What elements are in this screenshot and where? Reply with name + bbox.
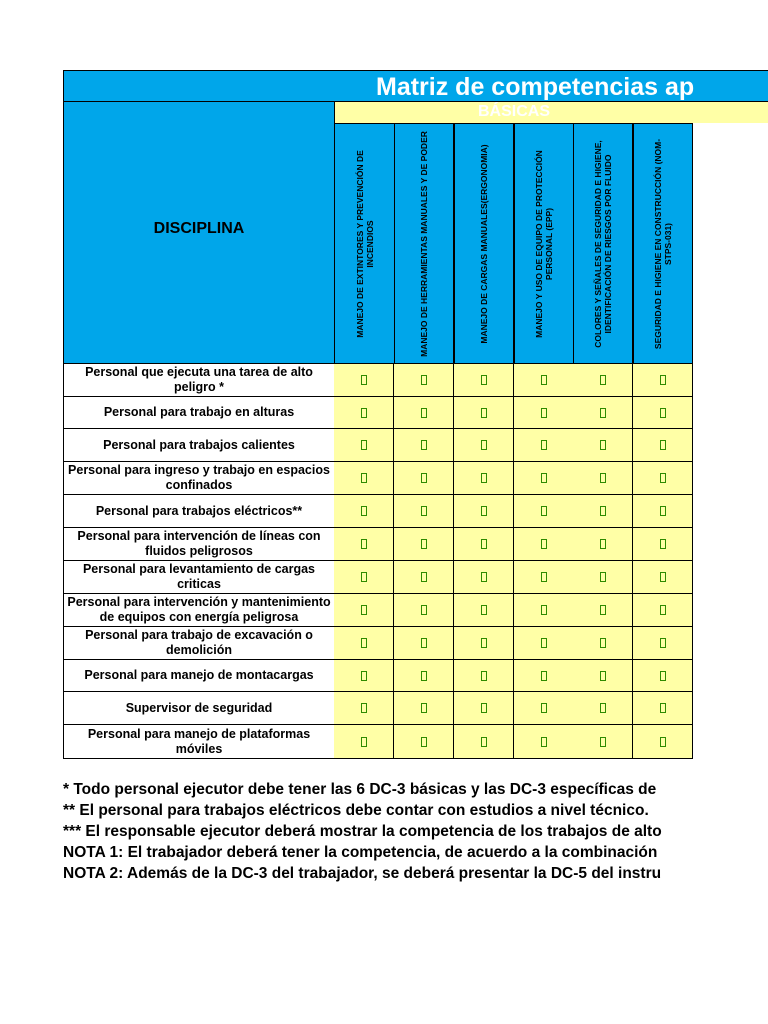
check-mark-icon	[600, 671, 606, 681]
check-mark-icon	[361, 539, 367, 549]
check-mark-icon	[541, 638, 547, 648]
matrix-cell	[633, 660, 693, 692]
check-mark-icon	[361, 375, 367, 385]
matrix-cell	[454, 561, 514, 594]
column-header	[454, 123, 514, 364]
matrix-cell	[334, 495, 394, 528]
check-mark-icon	[481, 539, 487, 549]
check-mark-icon	[361, 671, 367, 681]
column-header-label: MANEJO DE EXTINTORES Y PREVENCIÓN DE INCENDIOS	[354, 149, 375, 338]
matrix-cell	[394, 495, 454, 528]
matrix-cell	[394, 627, 454, 660]
matrix-cell	[514, 692, 574, 725]
matrix-cell	[334, 397, 394, 429]
check-mark-icon	[481, 375, 487, 385]
matrix-cell	[514, 594, 574, 627]
check-mark-icon	[481, 605, 487, 615]
check-mark-icon	[421, 638, 427, 648]
row-label: Personal que ejecuta una tarea de alto peligro *	[63, 364, 335, 397]
check-mark-icon	[421, 703, 427, 713]
matrix-cell	[633, 594, 693, 627]
matrix-cell	[633, 429, 693, 462]
check-mark-icon	[421, 375, 427, 385]
matrix-cell	[394, 397, 454, 429]
check-mark-icon	[600, 408, 606, 418]
matrix-cell	[454, 397, 514, 429]
column-header	[514, 123, 574, 364]
row-header-label: DISCIPLINA	[153, 220, 245, 237]
matrix-cell	[334, 528, 394, 561]
check-mark-icon	[541, 737, 547, 747]
matrix-cell	[394, 429, 454, 462]
footnote: NOTA 1: El trabajador deberá tener la competencia, de acuerdo a la combinación	[63, 844, 658, 861]
check-mark-icon	[481, 572, 487, 582]
check-mark-icon	[421, 539, 427, 549]
check-mark-icon	[541, 408, 547, 418]
check-mark-icon	[541, 440, 547, 450]
check-mark-icon	[421, 408, 427, 418]
matrix-cell	[454, 528, 514, 561]
column-header	[394, 123, 454, 364]
check-mark-icon	[600, 703, 606, 713]
row-label: Personal para trabajos eléctricos**	[63, 495, 335, 528]
matrix-cell	[633, 462, 693, 495]
matrix-cell	[334, 429, 394, 462]
group-header-label: BÁSICAS	[477, 103, 550, 120]
check-mark-icon	[660, 440, 666, 450]
matrix-cell	[573, 660, 633, 692]
check-mark-icon	[600, 375, 606, 385]
matrix-cell	[394, 594, 454, 627]
column-header	[334, 123, 395, 364]
group-header-basicas	[334, 102, 768, 123]
matrix-cell	[514, 528, 574, 561]
matrix-cell	[334, 561, 394, 594]
column-header-label: MANEJO DE HERRAMIENTAS MANUALES Y DE PODER	[419, 130, 429, 357]
check-mark-icon	[600, 440, 606, 450]
column-header-label: COLORES Y SEÑALES DE SEGURIDAD E HIGIENE, IDENTIFICACIÓN DE RIESGOS POR FLUIDO	[593, 139, 613, 348]
check-mark-icon	[361, 737, 367, 747]
check-mark-icon	[361, 440, 367, 450]
column-header	[573, 123, 633, 364]
check-mark-icon	[660, 375, 666, 385]
matrix-cell	[394, 660, 454, 692]
matrix-cell	[514, 561, 574, 594]
row-label: Personal para ingreso y trabajo en espacios confinados	[63, 462, 335, 495]
matrix-cell	[454, 660, 514, 692]
check-mark-icon	[361, 408, 367, 418]
check-mark-icon	[481, 638, 487, 648]
matrix-cell	[514, 364, 574, 397]
matrix-cell	[334, 627, 394, 660]
matrix-cell	[633, 495, 693, 528]
check-mark-icon	[421, 671, 427, 681]
matrix-cell	[334, 364, 394, 397]
check-mark-icon	[481, 671, 487, 681]
check-mark-icon	[600, 473, 606, 483]
check-mark-icon	[600, 605, 606, 615]
matrix-cell	[394, 528, 454, 561]
check-mark-icon	[421, 605, 427, 615]
matrix-cell	[454, 462, 514, 495]
matrix-cell	[454, 429, 514, 462]
page-title: Matriz de competencias ap	[376, 73, 695, 101]
matrix-cell	[334, 462, 394, 495]
matrix-cell	[394, 364, 454, 397]
check-mark-icon	[660, 605, 666, 615]
matrix-cell	[334, 660, 394, 692]
matrix-cell	[573, 364, 633, 397]
row-header-cell	[63, 102, 335, 364]
column-header	[633, 123, 693, 364]
row-label: Personal para manejo de plataformas móviles	[63, 725, 335, 759]
matrix-cell	[514, 462, 574, 495]
check-mark-icon	[481, 506, 487, 516]
matrix-cell	[394, 725, 454, 759]
check-mark-icon	[361, 473, 367, 483]
matrix-cell	[454, 364, 514, 397]
check-mark-icon	[541, 473, 547, 483]
check-mark-icon	[481, 408, 487, 418]
check-mark-icon	[600, 737, 606, 747]
check-mark-icon	[660, 737, 666, 747]
check-mark-icon	[660, 638, 666, 648]
matrix-cell	[514, 660, 574, 692]
matrix-cell	[514, 495, 574, 528]
check-mark-icon	[600, 638, 606, 648]
check-mark-icon	[541, 605, 547, 615]
footnote: NOTA 2: Además de la DC-3 del trabajador, se deberá presentar la DC-5 del instru	[63, 865, 662, 882]
matrix-cell	[633, 561, 693, 594]
check-mark-icon	[481, 737, 487, 747]
column-header-label: MANEJO DE CARGAS MANUALES(ERGONOMIA)	[479, 143, 489, 344]
matrix-cell	[573, 725, 633, 759]
check-mark-icon	[421, 473, 427, 483]
check-mark-icon	[600, 572, 606, 582]
check-mark-icon	[660, 408, 666, 418]
row-label: Personal para levantamiento de cargas criticas	[63, 561, 335, 594]
check-mark-icon	[421, 572, 427, 582]
check-mark-icon	[660, 473, 666, 483]
check-mark-icon	[361, 638, 367, 648]
check-mark-icon	[660, 539, 666, 549]
matrix-cell	[454, 692, 514, 725]
check-mark-icon	[660, 572, 666, 582]
check-mark-icon	[600, 506, 606, 516]
matrix-cell	[573, 397, 633, 429]
matrix-cell	[573, 627, 633, 660]
check-mark-icon	[660, 506, 666, 516]
matrix-cell	[573, 429, 633, 462]
matrix-cell	[633, 692, 693, 725]
check-mark-icon	[481, 703, 487, 713]
matrix-cell	[394, 561, 454, 594]
matrix-cell	[334, 725, 394, 759]
row-label: Personal para trabajos calientes	[63, 429, 335, 462]
footnote: ** El personal para trabajos eléctricos debe contar con estudios a nivel técnico.	[63, 802, 649, 819]
matrix-cell	[514, 725, 574, 759]
matrix-cell	[633, 627, 693, 660]
check-mark-icon	[361, 703, 367, 713]
matrix-cell	[334, 594, 394, 627]
column-header-label: SEGURIDAD E HIGIENE EN CONSTRUCCIÓN (NOM-STPS-031)	[653, 138, 673, 349]
check-mark-icon	[421, 506, 427, 516]
check-mark-icon	[421, 737, 427, 747]
row-label: Personal para manejo de montacargas	[63, 660, 335, 692]
footnote: *** El responsable ejecutor deberá mostrar la competencia de los trabajos de alto	[63, 823, 662, 840]
column-header-label: MANEJO Y USO DE EQUIPO DE PROTECCIÓN PERSONAL (EPP)	[534, 149, 554, 338]
check-mark-icon	[421, 440, 427, 450]
matrix-cell	[633, 364, 693, 397]
check-mark-icon	[600, 539, 606, 549]
check-mark-icon	[481, 473, 487, 483]
matrix-cell	[633, 397, 693, 429]
row-label: Personal para trabajo de excavación o demolición	[63, 627, 335, 660]
check-mark-icon	[541, 539, 547, 549]
check-mark-icon	[660, 703, 666, 713]
matrix-cell	[573, 594, 633, 627]
check-mark-icon	[361, 506, 367, 516]
check-mark-icon	[361, 605, 367, 615]
row-label: Personal para trabajo en alturas	[63, 397, 335, 429]
matrix-cell	[394, 692, 454, 725]
matrix-cell	[454, 594, 514, 627]
matrix-cell	[514, 627, 574, 660]
check-mark-icon	[361, 572, 367, 582]
matrix-cell	[394, 462, 454, 495]
title-bar	[63, 70, 768, 102]
matrix-cell	[633, 528, 693, 561]
footnote: * Todo personal ejecutor debe tener las 6 DC-3 básicas y las DC-3 específicas de	[63, 781, 657, 798]
matrix-cell	[573, 528, 633, 561]
matrix-cell	[514, 429, 574, 462]
check-mark-icon	[541, 703, 547, 713]
matrix-cell	[573, 495, 633, 528]
check-mark-icon	[541, 572, 547, 582]
row-label: Personal para intervención de líneas con fluidos peligrosos	[63, 528, 335, 561]
check-mark-icon	[541, 671, 547, 681]
matrix-cell	[633, 725, 693, 759]
matrix-cell	[334, 692, 394, 725]
matrix-cell	[573, 561, 633, 594]
matrix-cell	[573, 462, 633, 495]
matrix-cell	[573, 692, 633, 725]
check-mark-icon	[481, 440, 487, 450]
row-label: Supervisor de seguridad	[63, 692, 335, 725]
footnotes	[63, 779, 768, 884]
row-label: Personal para intervención y mantenimiento de equipos con energía peligrosa	[63, 594, 335, 627]
check-mark-icon	[541, 375, 547, 385]
matrix-cell	[514, 397, 574, 429]
check-mark-icon	[660, 671, 666, 681]
check-mark-icon	[541, 506, 547, 516]
matrix-cell	[454, 495, 514, 528]
matrix-cell	[454, 627, 514, 660]
matrix-cell	[454, 725, 514, 759]
